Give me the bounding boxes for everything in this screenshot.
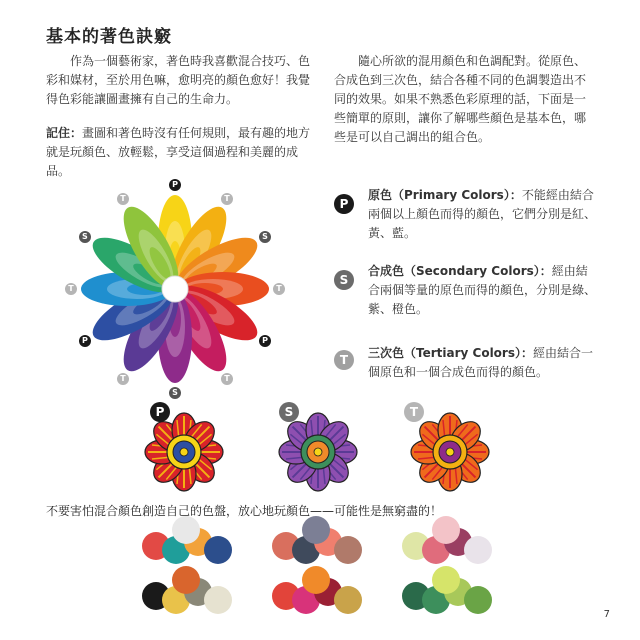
tertiary-text: 經由結合一個原色和一個合成色而得的顏色。 bbox=[368, 346, 593, 379]
flower-badge: T bbox=[404, 402, 424, 422]
tertiary-head: 三次色（Tertiary Colors）： bbox=[368, 346, 533, 360]
wheel-badge: P bbox=[79, 335, 91, 347]
palette-swatch bbox=[204, 586, 232, 614]
palette-swatch bbox=[464, 586, 492, 614]
palette bbox=[142, 516, 232, 564]
palette-swatch bbox=[172, 516, 200, 544]
wheel-badge: T bbox=[221, 373, 233, 385]
palette-swatch bbox=[172, 566, 200, 594]
intro-paragraph: 作為一個藝術家，著色時我喜歡混合技巧、色彩和媒材，至於用色嘛，愈明亮的顏色愈好！我覺得色彩能讓圖畫擁有自己的生命力。 bbox=[46, 54, 311, 106]
palette bbox=[272, 516, 362, 564]
tagline: 不要害怕混合顏色創造自己的色盤，放心地玩顏色——可能性是無窮盡的！ bbox=[46, 504, 443, 518]
secondary-badge: S bbox=[334, 270, 354, 290]
wheel-badge: T bbox=[117, 373, 129, 385]
primary-head: 原色（Primary Colors）： bbox=[368, 188, 522, 202]
palette-swatch bbox=[302, 566, 330, 594]
palette-swatch bbox=[334, 586, 362, 614]
flower-badge: S bbox=[279, 402, 299, 422]
palette-swatch bbox=[334, 536, 362, 564]
palette bbox=[402, 566, 492, 614]
remember-text: 畫圖和著色時沒有任何規則，最有趣的地方就是玩顏色、放輕鬆，享受這個過程和美麗的成品。 bbox=[46, 126, 311, 178]
wheel-badge: T bbox=[65, 283, 77, 295]
palette bbox=[272, 566, 362, 614]
palette bbox=[142, 566, 232, 614]
palette-swatch bbox=[204, 536, 232, 564]
palette-swatch bbox=[464, 536, 492, 564]
color-wheel bbox=[81, 195, 269, 383]
wheel-center bbox=[162, 276, 188, 302]
remember-label: 記住： bbox=[46, 126, 83, 140]
flower-badge: P bbox=[150, 402, 170, 422]
flower-example bbox=[411, 413, 489, 491]
color-palettes bbox=[142, 516, 492, 614]
palette-swatch bbox=[432, 516, 460, 544]
primary-badge: P bbox=[334, 194, 354, 214]
wheel-badge: S bbox=[169, 387, 181, 399]
wheel-badge: P bbox=[169, 179, 181, 191]
primary-text: 不能經由結合兩個以上顏色而得的顏色，它們分別是紅、黃、藍。 bbox=[368, 188, 597, 240]
page-title: 基本的著色訣竅 bbox=[46, 27, 172, 47]
wheel-badge: T bbox=[117, 193, 129, 205]
flower-example bbox=[279, 413, 357, 491]
secondary-head: 合成色（Secondary Colors）： bbox=[368, 264, 552, 278]
right-intro-paragraph: 隨心所欲的混用顏色和色調配對。從原色、合成色到三次色，結合各種不同的色調製造出不同的效果。如果不熟悉色彩原理的話，下面是一些簡單的原則，讓你了解哪些顏色是基本色，哪些是可以自己調出的組合色。 bbox=[334, 54, 587, 144]
flower-example bbox=[145, 413, 223, 491]
palette-swatch bbox=[302, 516, 330, 544]
page-number: 7 bbox=[603, 609, 610, 620]
flower-examples bbox=[145, 413, 489, 491]
wheel-badge: P bbox=[259, 335, 271, 347]
wheel-badge: S bbox=[79, 231, 91, 243]
wheel-badge: T bbox=[273, 283, 285, 295]
wheel-badge: T bbox=[221, 193, 233, 205]
palette bbox=[402, 516, 492, 564]
secondary-text: 經由結合兩個等量的原色而得的顏色，分別是綠、紫、橙色。 bbox=[368, 264, 597, 316]
wheel-badge: S bbox=[259, 231, 271, 243]
tertiary-badge: T bbox=[334, 350, 354, 370]
palette-swatch bbox=[432, 566, 460, 594]
